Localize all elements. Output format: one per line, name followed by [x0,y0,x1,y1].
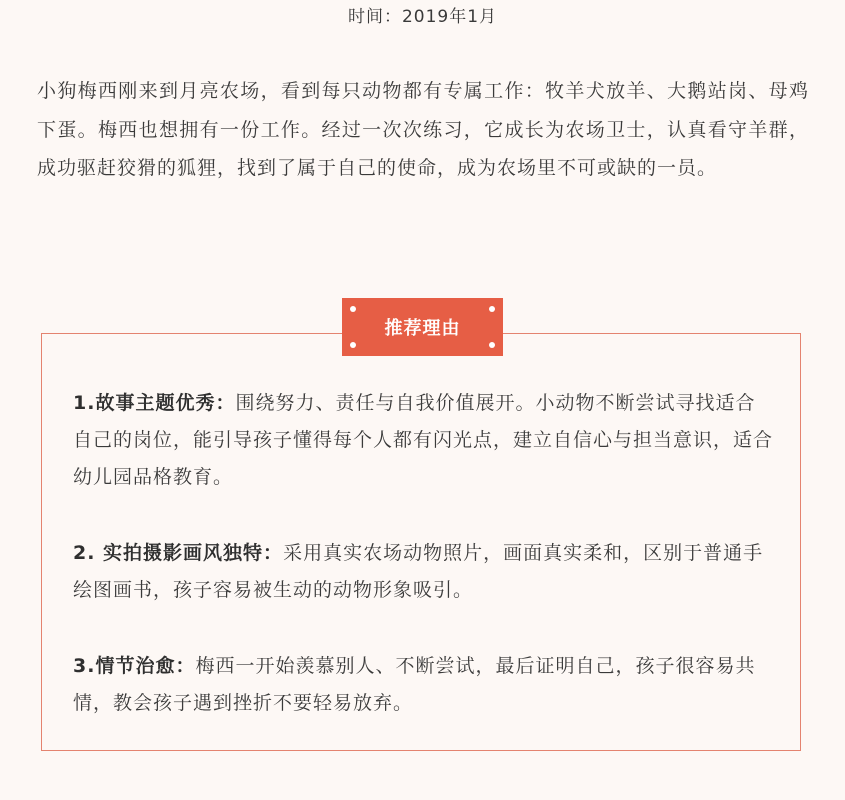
badge-dot-decoration [489,342,495,348]
reason-text: 采用真实农场动物照片，画面真实柔和，区别于普通手绘图画书，孩子容易被生动的动物形象吸引。 [73,542,764,601]
reason-text: 围绕努力、责任与自我价值展开。小动物不断尝试寻找适合自己的岗位，能引导孩子懂得每个人都有闪光点，建立自信心与担当意识，适合幼儿园品格教育。 [73,392,774,488]
reason-item [73,648,773,722]
reasons-box [41,333,801,751]
badge-dot-decoration [350,306,356,312]
date-line: 时间：2019年1月 [347,7,498,27]
badge-label: 推荐理由 [384,318,461,339]
reason-text: 梅西一开始羡慕别人、不断尝试，最后证明自己，孩子很容易共情，教会孩子遇到挫折不要轻易放弃。 [73,655,756,714]
reason-title: 3.情节治愈： [73,655,196,677]
badge-dot-decoration [489,306,495,312]
reason-item [73,385,773,496]
recommend-badge [342,298,503,356]
reason-title: 1.故事主题优秀： [73,392,236,414]
reason-item [73,535,773,609]
badge-dot-decoration [350,342,356,348]
intro-paragraph: 小狗梅西刚来到月亮农场，看到每只动物都有专属工作：牧羊犬放羊、大鹅站岗、母鸡下蛋。梅西也想拥有一份工作。经过一次次练习，它成长为农场卫士，认真看守羊群，成功驱赶狡猾的狐狸，找到了属于自己的使命，成为农场里不可或缺的一员。 [37,80,809,179]
reason-title: 2. 实拍摄影画风独特： [73,542,284,564]
